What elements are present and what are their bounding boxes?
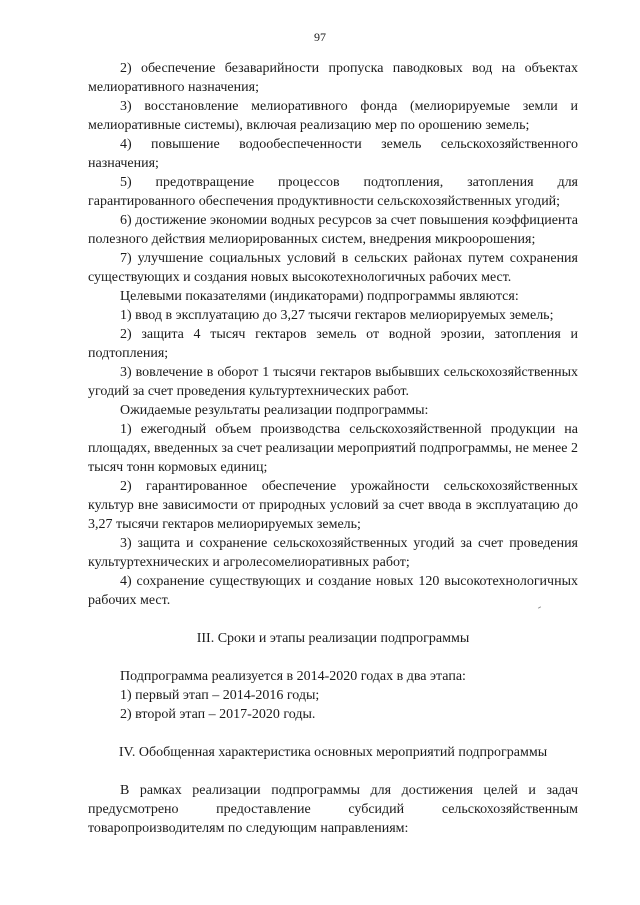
- indicator-item: 3) вовлечение в оборот 1 тысячи гектаров выбывших сельскохозяйственных угодий за счет проведения культуртехнических работ.: [88, 365, 578, 399]
- section-3-intro: Подпрограмма реализуется в 2014-2020 годах в два этапа:: [120, 669, 466, 684]
- goal-item: 4) повышение водообеспеченности земель сельскохозяйственного назначения;: [88, 137, 578, 171]
- page-number: 97: [314, 30, 326, 44]
- stage-item: 2) второй этап – 2017-2020 годы.: [120, 707, 316, 722]
- document-body: [88, 59, 578, 838]
- goal-item: 2) обеспечение безаварийности пропуска паводковых вод на объектах мелиоративного назначения;: [88, 61, 578, 95]
- indicator-item: 1) ввод в эксплуатацию до 3,27 тысячи гектаров мелиорируемых земель;: [120, 308, 554, 323]
- result-item: 3) защита и сохранение сельскохозяйственных угодий за счет проведения культуртехнических и агролесомелиоративных работ;: [88, 536, 578, 570]
- section-4-text: В рамках реализации подпрограммы для достижения целей и задач предусмотрено предоставление субсидий сельскохозяйственным товаропроизводителям по следующим направлениям:: [88, 783, 578, 836]
- result-item: 2) гарантированное обеспечение урожайности сельскохозяйственных культур вне зависимости от природных условий за счет ввода в эксплуатацию до 3,27 тысячи гектаров мелиорируемых земель;: [88, 479, 578, 532]
- indicator-item: 2) защита 4 тысяч гектаров земель от водной эрозии, затопления и подтопления;: [88, 327, 578, 361]
- goal-item: 6) достижение экономии водных ресурсов за счет повышения коэффициента полезного действия мелиорированных систем, внедрения микроорошения;: [88, 213, 578, 247]
- section-3-heading: III. Сроки и этапы реализации подпрограммы: [196, 631, 470, 646]
- goal-item: 3) восстановление мелиоративного фонда (мелиорируемые земли и мелиоративные системы), включая реализацию мер по орошению земель;: [88, 99, 578, 133]
- stage-item: 1) первый этап – 2014-2016 годы;: [120, 688, 320, 703]
- result-item: 4) сохранение существующих и создание новых 120 высокотехнологичных рабочих мест.: [88, 574, 578, 608]
- results-intro: Ожидаемые результаты реализации подпрограммы:: [120, 403, 429, 418]
- section-4-heading: IV. Обобщенная характеристика основных мероприятий подпрограммы: [118, 745, 548, 760]
- indicators-intro: Целевыми показателями (индикаторами) подпрограммы являются:: [120, 289, 519, 304]
- result-item: 1) ежегодный объем производства сельскохозяйственной продукции на площадях, введенных за счет реализации мероприятий подпрограммы, не менее 2 тысяч тонн кормовых единиц;: [88, 422, 578, 475]
- goal-item: 5) предотвращение процессов подтопления, затопления для гарантированного обеспечения продуктивности сельскохозяйственных угодий;: [88, 175, 578, 209]
- goal-item: 7) улучшение социальных условий в сельских районах путем сохранения существующих и создания новых высокотехнологичных рабочих мест.: [88, 251, 578, 285]
